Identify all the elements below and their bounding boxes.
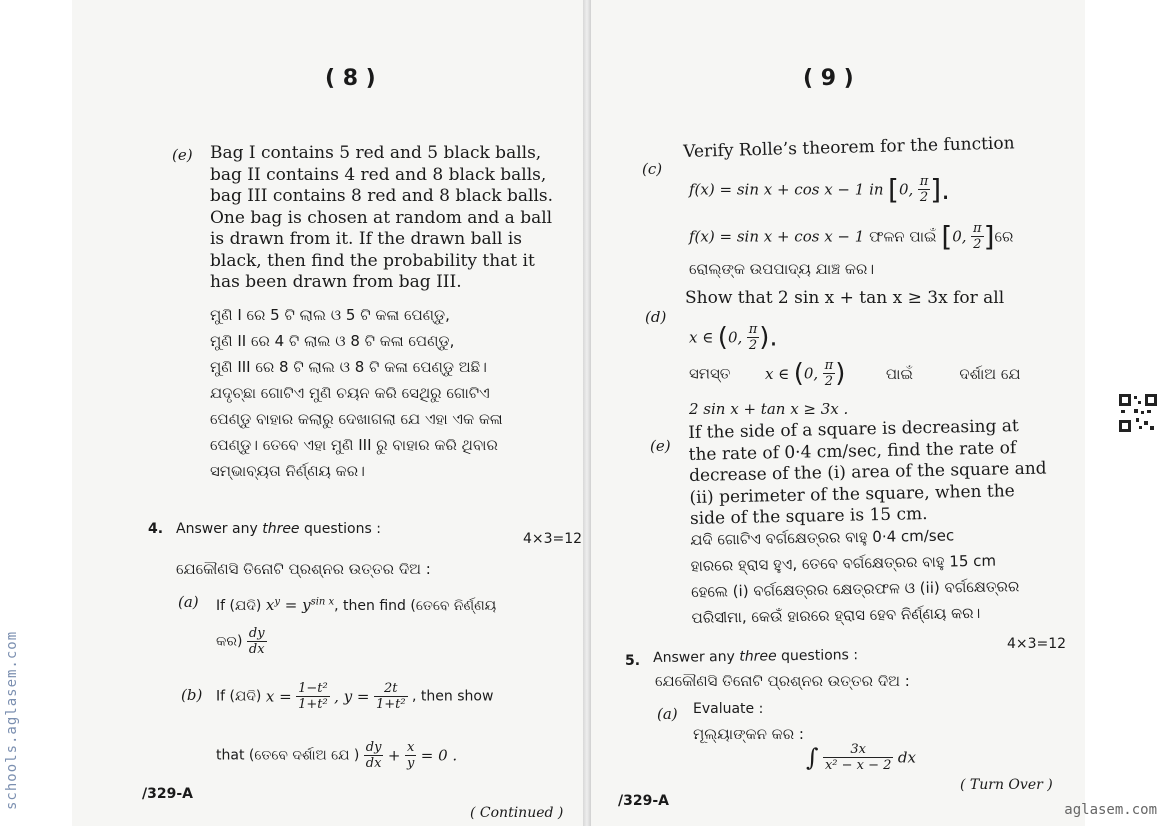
math-part: x ∈ <box>689 328 714 347</box>
text-line: One bag is chosen at random and a ball <box>210 207 553 228</box>
text-line: ମୁଣି II ରେ 4 ଟି ଲାଲ ଓ 8 ଟି କଳା ପେଣ୍ଡୁ, <box>210 332 455 350</box>
text-part: , then show <box>412 688 494 705</box>
text-part: ଦର୍ଶାଅ ଯେ <box>959 364 1021 383</box>
question-5a-label: (a) <box>657 705 678 723</box>
math-part: f(x) = sin x + cos x − 1 <box>689 227 865 246</box>
numerator: π <box>973 221 982 236</box>
bracket: [ <box>941 220 953 253</box>
math-part: x = <box>265 687 292 706</box>
x-y-fraction <box>405 740 416 771</box>
question-e-english-right <box>688 415 1050 530</box>
numerator: π <box>919 174 929 189</box>
text-line: bag III contains 8 red and 8 black balls. <box>210 186 554 206</box>
numerator: dy <box>248 626 265 641</box>
heading-part: Answer any <box>653 648 740 666</box>
question-d-domain <box>689 322 778 353</box>
heading-part: questions : <box>776 647 859 665</box>
heading-emphasis: three <box>739 648 777 665</box>
text-line: ପେଣ୍ଡୁ ବାହାର କଲାରୁ ଦେଖାଗଲା ଯେ ଏହା ଏକ କଳା <box>210 410 503 428</box>
question-e-label: (e) <box>172 146 193 164</box>
question-4b-line2 <box>216 740 457 771</box>
denominator: dx <box>365 756 382 771</box>
text-part: , then find (ତେବେ ନିର୍ଣ୍ଣୟ <box>334 598 497 614</box>
integrand-fraction <box>823 742 893 773</box>
page-number-right: ( 9 ) <box>803 66 854 91</box>
paren: ). <box>759 322 778 353</box>
text-line: has been drawn from bag III. <box>210 272 462 292</box>
text-line: (ii) perimeter of the square, when the <box>689 480 1015 508</box>
question-5-heading <box>653 647 858 666</box>
text-line: ହେଲେ (i) ବର୍ଗକ୍ଷେତ୍ରର କ୍ଷେତ୍ରଫଳ ଓ (ii) ବର୍ଗକ୍ଷେତ୍ରର <box>690 577 1020 601</box>
question-4-number: 4. <box>148 521 164 537</box>
text-line: ମୁଣି I ରେ 5 ଟି ଲାଲ ଓ 5 ଟି କଳା ପେଣ୍ଡୁ, <box>210 306 450 324</box>
question-4-odia: ଯେକୌଣସି ତିନୋଟି ପ୍ରଶ୍ନର ଉତ୍ତର ଦିଅ : <box>176 560 431 578</box>
text-line: ପେଣ୍ଡୁ। ତେବେ ଏହା ମୁଣି III ରୁ ବାହାର କରି ଥିବାର <box>210 436 498 454</box>
text-line: black, then find the probability that it <box>210 250 535 271</box>
page-number-left: ( 8 ) <box>325 66 376 91</box>
paren: ( <box>717 322 728 353</box>
numerator: dy <box>365 740 382 755</box>
turn-over-label: ( Turn Over ) <box>960 777 1053 793</box>
bracket: ] <box>983 220 995 253</box>
pi-half-fraction <box>823 358 836 389</box>
question-d-odia <box>689 358 1021 389</box>
question-4-marks: 4×3=12 <box>523 531 583 547</box>
text-part: If (ଯଦି) <box>216 688 262 705</box>
denominator: 2 <box>919 190 929 205</box>
denominator: dx <box>248 642 265 657</box>
numerator: 1−t² <box>298 681 328 696</box>
question-4-heading <box>176 521 381 537</box>
question-5a-english: Evaluate : <box>693 701 764 717</box>
denominator: x² − x − 2 <box>824 758 892 773</box>
question-c-odia-line3: ରୋଲ୍‌ଙ୍କ ଉପପାଦ୍ୟ ଯାଞ୍ଚ କର। <box>689 260 875 278</box>
numerator: 2t <box>374 681 408 697</box>
continued-label: ( Continued ) <box>470 805 564 821</box>
derivative-fraction <box>247 626 267 657</box>
numerator: 3x <box>823 742 893 758</box>
text-line: If the side of a square is decreasing at <box>688 416 1019 443</box>
question-c-odia-line <box>689 220 1013 253</box>
heading-emphasis: three <box>262 521 300 537</box>
numerator: π <box>824 358 834 373</box>
math-part: = 0 . <box>420 746 458 765</box>
math-part: dx <box>897 748 916 767</box>
pi-half-fraction <box>971 221 984 252</box>
question-4b-label: (b) <box>181 686 203 704</box>
text-part: If (ଯଦି) <box>216 598 262 614</box>
text-part: that (ତେବେ ଦର୍ଶାଅ ଯେ ) <box>216 747 360 764</box>
text-part: ଫଳନ ପାଇଁ <box>864 227 942 246</box>
text-line: ମୁଣି III ରେ 8 ଟି ଲାଲ ଓ 8 ଟି କଳା ପେଣ୍ଡୁ ଅଛି। <box>210 358 487 376</box>
question-5a-integral <box>806 742 916 773</box>
math-part: f(x) = sin x + cos x − 1 in <box>689 180 884 199</box>
math-part: = y <box>279 596 311 614</box>
math-part: , y = <box>334 687 370 706</box>
pi-half-fraction <box>747 322 760 353</box>
bracket: ]. <box>930 173 951 206</box>
question-4a-line2 <box>216 626 267 657</box>
text-part: ସମସ୍ତ <box>689 364 731 383</box>
text-part: କର) <box>216 633 243 650</box>
paren: ) <box>835 358 846 389</box>
question-d-english: Show that 2 sin x + tan x ≥ 3x for all <box>685 288 1005 308</box>
integral-sign: ∫ <box>806 743 819 772</box>
text-line: ସମ୍ଭାବ୍ୟତା ନିର୍ଣ୍ଣୟ କର। <box>210 462 365 480</box>
question-4a-text <box>216 596 496 614</box>
x-fraction <box>296 681 330 712</box>
math-part: + <box>387 746 401 765</box>
math-sup: sin x <box>310 596 335 608</box>
brand-watermark: aglasem.com <box>1064 802 1157 818</box>
book-gutter <box>583 0 591 826</box>
text-line: ଯଦୃଚ୍ଛା ଗୋଟିଏ ମୁଣି ଚୟନ କରି ସେଥିରୁ ଗୋଟିଏ <box>210 384 490 402</box>
side-watermark: schools.aglasem.com <box>4 630 20 810</box>
denominator: 1+t² <box>298 697 328 712</box>
question-4a-label: (a) <box>178 593 199 611</box>
math-part: 0, <box>803 364 819 383</box>
heading-part: Answer any <box>176 521 263 537</box>
y-fraction <box>374 681 408 712</box>
question-5-odia: ଯେକୌଣସି ତିନୋଟି ପ୍ରଶ୍ନର ଉତ୍ତର ଦିଅ : <box>655 672 910 690</box>
question-e-odia <box>210 302 580 484</box>
math-sup: y <box>274 596 280 608</box>
math-part: 0, <box>952 227 967 246</box>
text-line: decrease of the (i) area of the square and <box>688 458 1047 486</box>
math-part: 0, <box>727 328 743 347</box>
denominator: 1+t² <box>375 697 406 712</box>
question-e-label-right: (e) <box>650 437 671 455</box>
question-d-inequality: 2 sin x + tan x ≥ 3x . <box>689 400 849 418</box>
paren: ( <box>793 358 804 389</box>
question-c-english: Verify Rolle’s theorem for the function <box>683 133 1015 162</box>
footer-code-left: /329-A <box>142 786 193 802</box>
text-line: Bag I contains 5 red and 5 black balls, <box>210 143 542 163</box>
numerator: x <box>405 740 416 756</box>
bracket: [ <box>888 173 899 206</box>
math-part: x <box>265 596 275 614</box>
question-c-label: (c) <box>642 160 663 178</box>
question-e-odia-right <box>690 521 1047 631</box>
question-5a-odia: ମୂଲ୍ୟାଙ୍କନ କର : <box>693 725 804 743</box>
footer-code-right: /329-A <box>618 793 669 809</box>
text-part: ପାଇଁ <box>885 364 913 383</box>
question-c-function-line <box>689 173 950 206</box>
question-4b-text <box>216 681 493 712</box>
question-5-number: 5. <box>625 653 641 669</box>
text-line: ହାରରେ ହ୍ରାସ ହୁଏ, ତେବେ ବର୍ଗକ୍ଷେତ୍ରର ବାହୁ 15 cm <box>690 551 997 575</box>
text-line: ପରିସୀମା, କେଉଁ ହାରରେ ହ୍ରାସ ହେବ ନିର୍ଣ୍ଣୟ କର। <box>691 603 981 627</box>
numerator: π <box>748 322 758 337</box>
question-5-marks: 4×3=12 <box>1007 636 1067 652</box>
text-line: the rate of 0·4 cm/sec, find the rate of <box>688 437 1017 465</box>
denominator: 2 <box>824 374 834 389</box>
text-line: side of the square is 15 cm. <box>689 504 928 529</box>
math-part: x ∈ <box>764 364 790 383</box>
denominator: 2 <box>748 338 758 353</box>
text-part: ରେ <box>994 227 1014 246</box>
denominator: y <box>406 756 415 771</box>
heading-part: questions : <box>299 521 381 537</box>
pi-half-fraction <box>918 174 931 205</box>
denominator: 2 <box>973 237 982 252</box>
qr-code-icon <box>1119 394 1157 432</box>
text-line: ଯଦି ଗୋଟିଏ ବର୍ଗକ୍ଷେତ୍ରର ବାହୁ 0·4 cm/sec <box>690 526 955 549</box>
math-part: 0, <box>898 180 914 199</box>
question-e-english <box>210 143 580 294</box>
question-d-label: (d) <box>645 308 667 326</box>
text-line: bag II contains 4 red and 8 black balls, <box>210 164 547 185</box>
text-line: is drawn from it. If the drawn ball is <box>210 229 523 249</box>
dy-dx-fraction <box>364 740 384 771</box>
